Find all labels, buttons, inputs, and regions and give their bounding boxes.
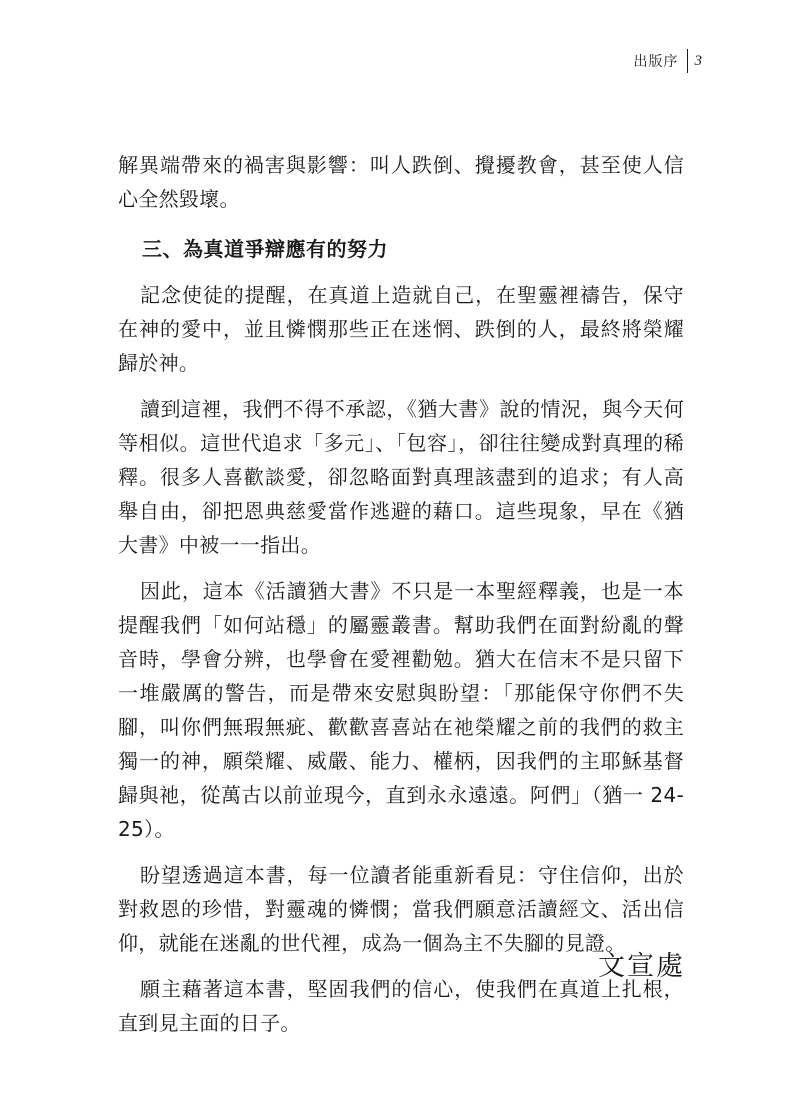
section-heading: 三、為真道爭辯應有的努力 bbox=[142, 237, 388, 261]
body-paragraph: 因此，這本《活讀猶大書》不只是一本聖經釋義，也是一本提醒我們「如何站穩」的屬靈叢書。幫助我們在面對紛亂的聲音時，學會分辨，也學會在愛裡勸勉。猶大在信末不是只留下一堆嚴厲的警告，而是帶來安慰與盼望：「那能保守你們不失腳，叫你們無瑕無疵、歡歡喜喜站在祂榮耀之前的我們的救主獨一的神，願榮耀、威嚴、能力、權柄，因我們的主耶穌基督歸與祂，從萬古以前並現今，直到永永遠遠。阿們」（猶一 24-25）。 bbox=[118, 579, 684, 841]
body-paragraph: 盼望透過這本書，每一位讀者能重新看見：守住信仰，出於對救恩的珍惜，對靈魂的憐憫；當我們願意活讀經文、活出信仰，就能在迷亂的世代裡，成為一個為主不失腳的見證。 bbox=[118, 863, 684, 955]
author-signature: 文宣處 bbox=[598, 951, 685, 982]
running-header-title: 出版序 bbox=[633, 54, 679, 70]
page-body bbox=[118, 148, 684, 1040]
body-paragraph: 記念使徒的提醒，在真道上造就自己，在聖靈裡禱告，保守在神的愛中，並且憐憫那些正在迷惘、跌倒的人，最終將榮耀歸於神。 bbox=[118, 283, 684, 375]
page-number: 3 bbox=[694, 52, 702, 69]
body-paragraph: 願主藉著這本書，堅固我們的信心，使我們在真道上扎根，直到見主面的日子。 bbox=[118, 977, 684, 1035]
body-paragraph: 讀到這裡，我們不得不承認，《猶大書》說的情況，與今天何等相似。這世代追求「多元」、「包容」，卻往往變成對真理的稀釋。很多人喜歡談愛，卻忽略面對真理該盡到的追求；有人高舉自由，卻把恩典慈愛當作逃避的藉口。這些現象，早在《猶大書》中被一一指出。 bbox=[118, 397, 684, 557]
continued-paragraph: 解異端帶來的禍害與影響：叫人跌倒、攪擾教會，甚至使人信心全然毀壞。 bbox=[118, 153, 684, 211]
running-header bbox=[634, 48, 703, 74]
